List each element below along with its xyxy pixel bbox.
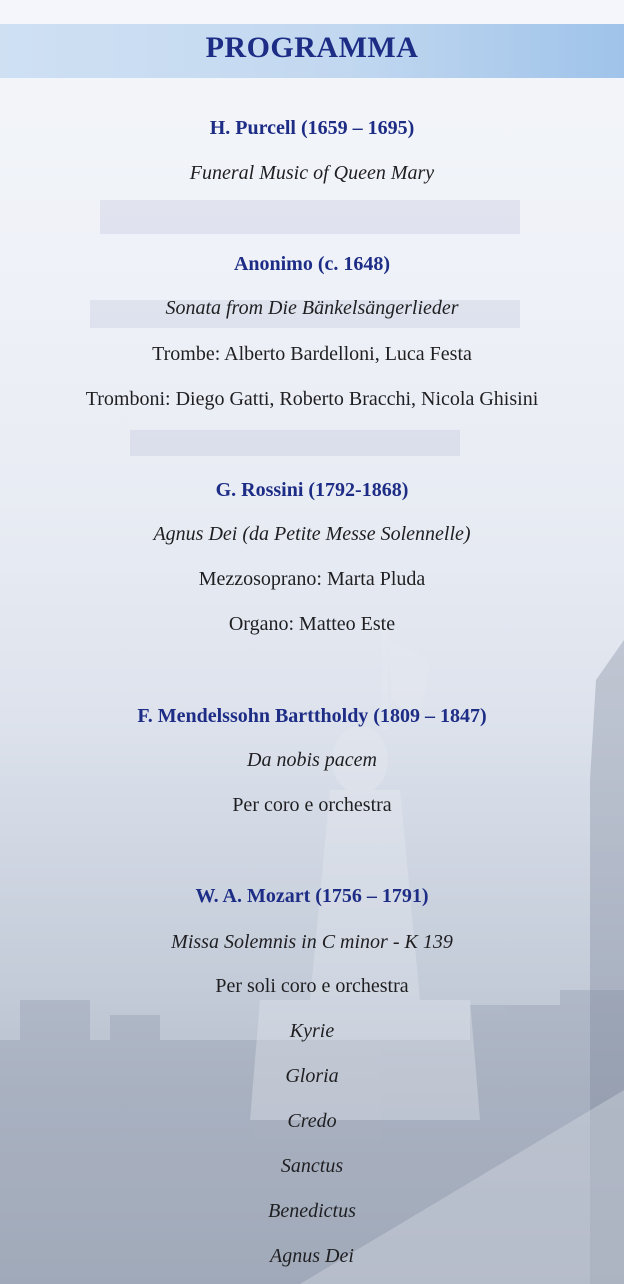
work-title: Agnus Dei (da Petite Messe Solennelle) [153, 523, 471, 545]
work-title: Funeral Music of Queen Mary [189, 162, 435, 184]
composer-heading: Anonimo (c. 1648) [233, 253, 391, 275]
composer-heading: H. Purcell (1659 – 1695) [209, 117, 415, 139]
movement-kyrie: Kyrie [289, 1020, 335, 1042]
page-title: PROGRAMMA [205, 31, 419, 64]
performer-line: Per soli coro e orchestra [215, 975, 409, 997]
work-title: Da nobis pacem [247, 749, 377, 771]
work-title: Missa Solemnis in C minor - K 139 [171, 931, 453, 953]
movement-benedictus: Benedictus [268, 1200, 356, 1222]
work-title: Sonata from Die Bänkelsängerlieder [165, 297, 459, 319]
performer-line: Per coro e orchestra [232, 794, 392, 816]
performer-line: Organo: Matteo Este [228, 613, 396, 635]
performer-line: Mezzosoprano: Marta Pluda [198, 568, 426, 590]
movement-credo: Credo [287, 1110, 337, 1132]
movement-gloria: Gloria [285, 1065, 339, 1087]
composer-heading: F. Mendelssohn Barttholdy (1809 – 1847) [137, 705, 487, 727]
performer-line: Trombe: Alberto Bardelloni, Luca Festa [152, 343, 472, 365]
movement-agnus-dei: Agnus Dei [270, 1245, 354, 1267]
composer-heading: G. Rossini (1792-1868) [215, 479, 409, 501]
composer-heading: W. A. Mozart (1756 – 1791) [195, 885, 429, 907]
performer-line: Tromboni: Diego Gatti, Roberto Bracchi, Nicola Ghisini [85, 388, 539, 410]
movement-sanctus: Sanctus [280, 1155, 344, 1177]
